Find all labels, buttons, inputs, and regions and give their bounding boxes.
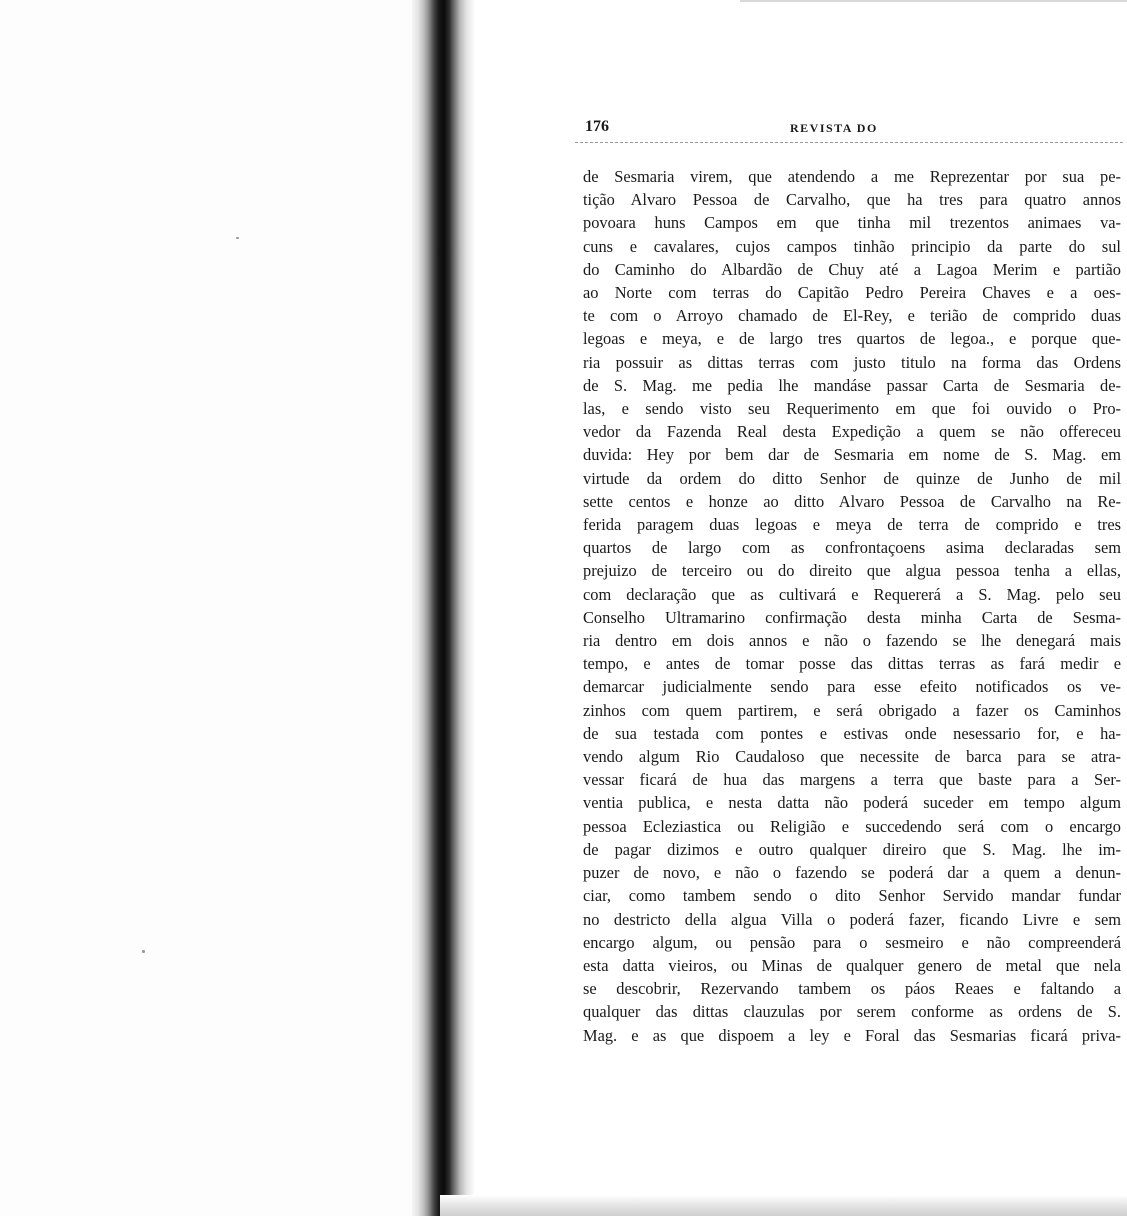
text-line: zinhos com quem partirem, e será obrigado a fazer os Caminhos xyxy=(583,700,1121,720)
right-page xyxy=(575,112,1123,1047)
left-page xyxy=(0,0,420,1216)
text-line: encargo algum, ou pensão para o sesmeiro e não compreenderá xyxy=(583,932,1121,952)
text-line: ventia publica, e nesta datta não poderá suceder em tempo algum xyxy=(583,793,1121,813)
text-line: Conselho Ultramarino confirmação desta minha Carta de Sesma- xyxy=(583,607,1121,627)
text-line: ria possuir as dittas terras com justo titulo na forma das Ordens xyxy=(583,352,1121,372)
text-line: povoara huns Campos em que tinha mil trezentos animaes va- xyxy=(583,213,1121,233)
text-line: ferida paragem duas legoas e meya de terra de comprido e tres xyxy=(583,515,1121,535)
text-line: quartos de largo com as confrontaçoens asima declaradas sem xyxy=(583,538,1121,558)
text-line: tempo, e antes de tomar posse das dittas terras as fará medir e xyxy=(583,654,1121,674)
text-line: de sua testada com pontes e estivas onde nesessario for, e ha- xyxy=(583,723,1121,743)
text-line: no destricto della algua Villa o poderá fazer, ficando Livre e sem xyxy=(583,909,1121,929)
text-line: cuns e cavalares, cujos campos tinhão principio da parte do sul xyxy=(583,236,1121,256)
text-line: sette centos e honze ao ditto Alvaro Pessoa de Carvalho na Re- xyxy=(583,491,1121,511)
text-line: virtude da ordem do ditto Senhor de quinze de Junho de mil xyxy=(583,468,1121,488)
text-line: te com o Arroyo chamado de El-Rey, e terião de comprido duas xyxy=(583,306,1121,326)
page-number: 176 xyxy=(585,118,609,135)
specks xyxy=(142,950,145,953)
text-line: do Caminho do Albardão de Chuy até a Lagoa Merim e partião xyxy=(583,259,1121,279)
text-line: ao Norte com terras do Capitão Pedro Pereira Chaves e a oes- xyxy=(583,283,1121,303)
text-line: com declaração que as cultivará e Requererá a S. Mag. pelo seu xyxy=(583,584,1121,604)
text-line: qualquer das dittas clauzulas por serem conforme as ordens de S. xyxy=(583,1002,1121,1022)
page-header xyxy=(575,112,1123,143)
text-line: Mag. e as que dispoem a ley e Foral das Sesmarias ficará priva- xyxy=(583,1025,1121,1045)
body-text xyxy=(575,165,1123,1047)
text-line: las, e sendo visto seu Requerimento em que foi ouvido o Pro- xyxy=(583,399,1121,419)
text-line: tição Alvaro Pessoa de Carvalho, que ha tres para quatro annos xyxy=(583,190,1121,210)
text-line: ria dentro em dois annos e não o fazendo se lhe denegará mais xyxy=(583,631,1121,651)
text-line: esta datta vieiros, ou Minas de qualquer genero de metal que nela xyxy=(583,955,1121,975)
text-line: puzer de novo, e não o fazendo se poderá dar a quem a denun- xyxy=(583,863,1121,883)
text-line: demarcar judicialmente sendo para esse efeito notificados os ve- xyxy=(583,677,1121,697)
text-line: de pagar dizimos e outro qualquer direiro que S. Mag. lhe im- xyxy=(583,839,1121,859)
book-gutter xyxy=(412,0,474,1216)
text-line: vendo algum Rio Caudaloso que necessite de barca para se atra- xyxy=(583,747,1121,767)
running-head: REVISTA DO xyxy=(790,121,878,135)
specks xyxy=(236,237,239,239)
text-line: legoas e meya, e de largo tres quartos de legoa., e porque que- xyxy=(583,329,1121,349)
text-line: vedor da Fazenda Real desta Expedição a quem se não offereceu xyxy=(583,422,1121,442)
text-line: se descobrir, Rezervando tambem os páos Reaes e faltando a xyxy=(583,979,1121,999)
text-line: ciar, como tambem sendo o dito Senhor Servido mandar fundar xyxy=(583,886,1121,906)
text-line: vessar ficará de hua das margens a terra que baste para a Ser- xyxy=(583,770,1121,790)
text-line: prejuizo de terceiro ou do direito que algua pessoa tenha a ellas, xyxy=(583,561,1121,581)
text-line: de Sesmaria virem, que atendendo a me Reprezentar por sua pe- xyxy=(583,167,1121,186)
top-rule xyxy=(740,0,1127,2)
text-line: de S. Mag. me pedia lhe mandáse passar Carta de Sesmaria de- xyxy=(583,375,1121,395)
page-bottom-edge xyxy=(440,1195,1127,1216)
text-line: pessoa Ecleziastica ou Religião e succedendo será com o encargo xyxy=(583,816,1121,836)
text-line: duvida: Hey por bem dar de Sesmaria em nome de S. Mag. em xyxy=(583,445,1121,465)
